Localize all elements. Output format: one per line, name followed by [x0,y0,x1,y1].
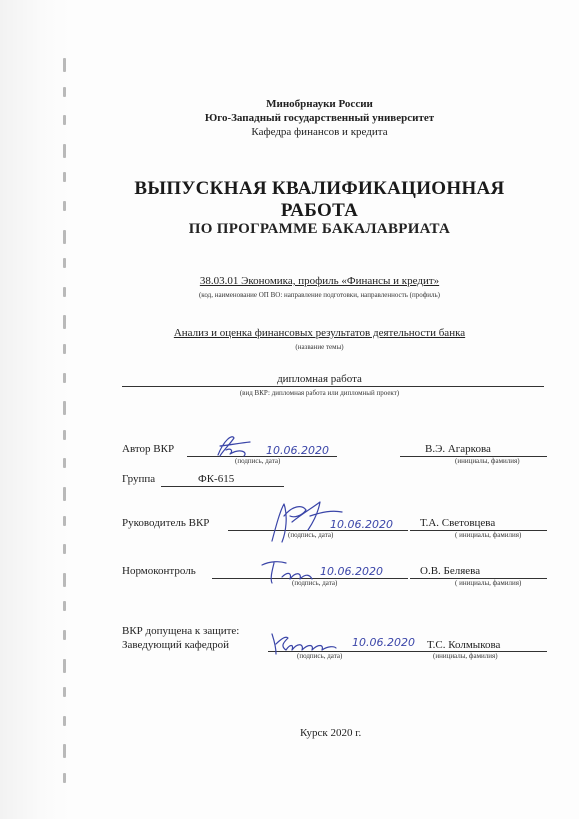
author-sign-date: 10.06.2020 [266,444,329,457]
department-name: Кафедра финансов и кредита [251,126,388,138]
university-name: Юго-Западный государственный университет [204,112,435,124]
supervisor-name-caption: ( инициалы, фамилия) [455,531,522,539]
admission-line: ВКР допущена к защите: [122,625,240,637]
title-line-1: ВЫПУСКНАЯ КВАЛИФИКАЦИОННАЯ [134,178,505,199]
binder-hole [63,716,66,726]
normcontrol-name-caption: ( инициалы, фамилия) [455,579,522,587]
normcontrol-label: Нормоконтроль [122,565,196,577]
group-value: ФК-615 [198,473,235,485]
supervisor-signature [262,496,412,548]
author-sign-caption: (подпись, дата) [235,457,281,465]
author-name-caption: (инициалы, фамилия) [455,457,520,465]
direction-caption: (код, наименование ОП ВО: направление подготовки, направленность (профиль) [198,291,441,299]
work-type-value: дипломная работа [277,373,362,385]
binder-hole [63,659,66,673]
binder-hole [63,573,66,587]
head-of-department-label: Заведующий кафедрой [122,639,229,651]
binder-hole [63,601,66,611]
binder-hole [63,430,66,440]
binder-hole [63,687,66,697]
city-year: Курск 2020 г. [300,727,362,739]
binder-hole [63,458,66,468]
supervisor-label: Руководитель ВКР [122,517,210,529]
normcontrol-sign-date: 10.06.2020 [320,565,383,578]
admission-sign-caption: (подпись, дата) [297,652,343,660]
binder-hole [63,258,66,268]
work-type-caption: (вид ВКР: дипломная работа или дипломный проект) [239,389,400,397]
title-line-3: ПО ПРОГРАММЕ БАКАЛАВРИАТА [188,221,451,237]
binder-hole [63,58,66,72]
head-of-department-name: Т.С. Колмыкова [427,639,501,651]
binder-hole [63,773,66,783]
author-name: В.Э. Агаркова [425,443,491,455]
supervisor-sign-date: 10.06.2020 [330,518,393,531]
title-line-2: РАБОТА [280,200,359,221]
binder-hole [63,144,66,158]
admission-signature [268,626,428,658]
binder-hole [63,401,66,415]
ministry-name: Минобрнауки России [266,98,373,110]
admission-sign-date: 10.06.2020 [352,636,415,649]
normcontrol-sign-caption: (подпись, дата) [292,579,338,587]
direction-value: 38.03.01 Экономика, профиль «Финансы и кредит» [199,275,440,287]
supervisor-name: Т.А. Световцева [420,517,496,529]
supervisor-sign-caption: (подпись, дата) [288,531,334,539]
group-label: Группа [122,473,156,485]
binder-hole [63,487,66,501]
binder-hole [63,87,66,97]
admission-name-caption: (инициалы, фамилия) [433,652,498,660]
author-label: Автор ВКР [122,443,175,455]
binder-hole [63,544,66,554]
work-type-underline [122,386,544,387]
binder-hole [63,744,66,758]
topic-caption: (название темы) [295,343,344,351]
binder-hole [63,516,66,526]
binder-hole [63,630,66,640]
group-underline [161,486,284,487]
topic-value: Анализ и оценка финансовых результатов деятельности банка [173,327,466,339]
normcontrol-name: О.В. Беляева [420,565,481,577]
